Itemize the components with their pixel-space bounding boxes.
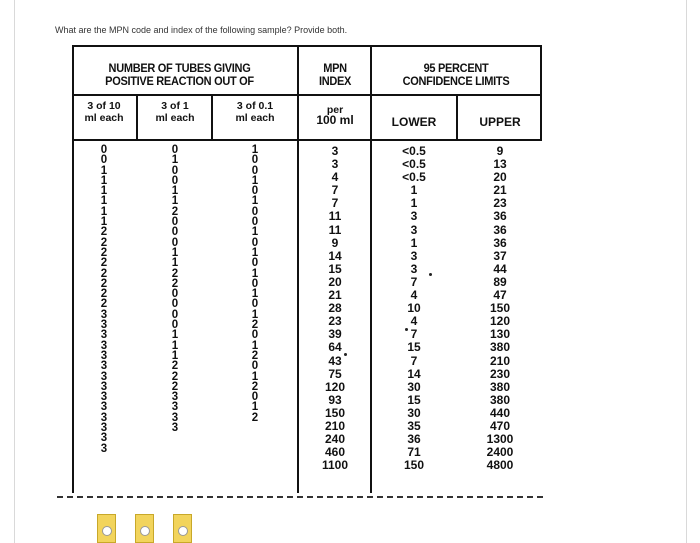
thumbnail-tab-1[interactable] bbox=[97, 514, 116, 543]
table-cell: 2 bbox=[171, 380, 179, 393]
table-cell: 1 bbox=[171, 195, 179, 208]
table-cell: 0 bbox=[251, 205, 259, 218]
table-cell: 3 bbox=[100, 380, 108, 393]
table-cell: 2 bbox=[100, 298, 108, 311]
table-cell: 2 bbox=[100, 267, 108, 280]
table-cell: 10 bbox=[407, 301, 421, 316]
table-cell: 39 bbox=[328, 327, 342, 342]
table-cell: 1 bbox=[171, 246, 179, 259]
question-text: What are the MPN code and index of the following sample? Provide both. bbox=[55, 25, 348, 35]
table-cell: 2 bbox=[251, 319, 259, 332]
table-cell: 2 bbox=[251, 380, 259, 393]
scan-speck bbox=[344, 353, 347, 356]
table-cell: 2 bbox=[100, 236, 108, 249]
table-cell: 210 bbox=[489, 353, 511, 368]
table-cell: 2 bbox=[100, 257, 108, 270]
table-cell: 0 bbox=[171, 216, 179, 229]
table-divider-mpn bbox=[297, 45, 299, 493]
table-cell: 1 bbox=[251, 370, 259, 383]
table-cell: 11 bbox=[328, 222, 342, 237]
table-cell: 1 bbox=[171, 339, 179, 352]
table-cell: 21 bbox=[328, 288, 342, 303]
table-cell: 0 bbox=[251, 277, 259, 290]
table-cell: 36 bbox=[493, 222, 507, 237]
table-cell: 7 bbox=[331, 196, 339, 211]
table-cell: 3 bbox=[100, 329, 108, 342]
column-upper-values bbox=[459, 145, 541, 472]
table-cell: 1300 bbox=[486, 432, 514, 447]
header-limits-line2: CONFIDENCE LIMITS bbox=[402, 75, 510, 89]
table-cell: 37 bbox=[493, 248, 507, 263]
table-cell: 0 bbox=[100, 144, 108, 156]
subheader-1ml-line1: 3 of 1 bbox=[161, 100, 189, 112]
table-cell: 23 bbox=[328, 314, 342, 329]
table-divider-lower bbox=[456, 96, 458, 140]
table-cell: 3 bbox=[100, 442, 108, 455]
table-cell: 3 bbox=[410, 222, 418, 237]
header-limits-line1: 95 PERCENT bbox=[423, 62, 489, 76]
table-cell: 230 bbox=[489, 366, 511, 381]
table-cell: 36 bbox=[407, 432, 421, 447]
table-cell: 120 bbox=[489, 314, 511, 329]
table-cell: 0 bbox=[251, 329, 259, 342]
header-mpn-line2: INDEX bbox=[318, 75, 352, 89]
table-cell: 1 bbox=[100, 195, 108, 208]
table-cell: 380 bbox=[489, 392, 511, 407]
table-cell: 7 bbox=[331, 183, 339, 198]
table-cell: 3 bbox=[171, 422, 179, 435]
table-cell: 460 bbox=[324, 445, 346, 460]
table-cell: 1 bbox=[251, 267, 259, 280]
table-cell: 470 bbox=[489, 418, 511, 433]
table-cell: <0.5 bbox=[402, 157, 426, 172]
table-cell: 3 bbox=[100, 432, 108, 445]
table-divider-1ml bbox=[211, 96, 213, 140]
table-cell: 380 bbox=[489, 340, 511, 355]
table-cell: 1 bbox=[100, 205, 108, 218]
table-header-rule bbox=[72, 94, 542, 96]
table-cell: 1 bbox=[410, 196, 418, 211]
table-cell: 1 bbox=[251, 195, 259, 208]
table-cell: 0 bbox=[171, 144, 179, 156]
table-cell: 150 bbox=[324, 405, 346, 420]
table-cell: 2 bbox=[100, 277, 108, 290]
table-cell: 1 bbox=[171, 185, 179, 198]
table-cell: 2 bbox=[251, 411, 259, 424]
table-cell: 71 bbox=[407, 445, 421, 460]
table-cell: 3 bbox=[171, 401, 179, 414]
table-cell: 1 bbox=[251, 226, 259, 239]
table-cell: 15 bbox=[328, 261, 342, 276]
table-cell: 3 bbox=[100, 370, 108, 383]
table-cell: 3 bbox=[410, 209, 418, 224]
table-cell: 1 bbox=[251, 401, 259, 414]
table-cell: 2 bbox=[171, 267, 179, 280]
table-cell: 1 bbox=[171, 154, 179, 167]
table-cell: 0 bbox=[171, 226, 179, 239]
table-cell: 36 bbox=[493, 209, 507, 224]
table-cell: 1 bbox=[251, 246, 259, 259]
table-cell: 0 bbox=[171, 174, 179, 187]
tab-knob-icon bbox=[102, 526, 112, 536]
table-cell: 3 bbox=[331, 144, 339, 158]
column-10ml-values bbox=[74, 145, 134, 454]
subheader-1ml-line2: ml each bbox=[155, 112, 195, 124]
table-cell: 1 bbox=[100, 164, 108, 177]
column-mpn-values bbox=[300, 145, 370, 472]
table-cell: 3 bbox=[100, 401, 108, 414]
table-cell: 3 bbox=[100, 308, 108, 321]
table-cell: 2400 bbox=[486, 445, 514, 460]
table-cell: 3 bbox=[100, 349, 108, 362]
table-cell: 23 bbox=[493, 196, 507, 211]
table-divider-10ml bbox=[136, 96, 138, 140]
table-cell: 9 bbox=[496, 144, 504, 158]
tab-knob-icon bbox=[140, 526, 150, 536]
table-cell: 7 bbox=[410, 327, 418, 342]
table-cell: 120 bbox=[324, 379, 346, 394]
table-cell: 36 bbox=[493, 235, 507, 250]
table-cell: <0.5 bbox=[402, 144, 426, 158]
header-tubes-line2: POSITIVE REACTION OUT OF bbox=[105, 75, 254, 89]
table-cell: 2 bbox=[251, 349, 259, 362]
subheader-per-line2: 100 ml bbox=[316, 113, 354, 127]
table-cell: 0 bbox=[171, 164, 179, 177]
table-cell: 4 bbox=[410, 288, 418, 303]
table-cell: 0 bbox=[171, 298, 179, 311]
subheader-lower: LOWER bbox=[391, 115, 437, 129]
table-cell: 30 bbox=[407, 379, 421, 394]
table-cell: 15 bbox=[407, 392, 421, 407]
subheader-01ml-line1: 3 of 0.1 bbox=[236, 100, 274, 112]
table-cell: 3 bbox=[100, 422, 108, 435]
table-cell: 0 bbox=[171, 319, 179, 332]
table-cell: 7 bbox=[410, 274, 418, 289]
subheader-10ml-line1: 3 of 10 bbox=[87, 100, 121, 112]
subheader-per-line1: per bbox=[326, 104, 344, 116]
table-cell: 3 bbox=[410, 248, 418, 263]
table-cell: 1100 bbox=[321, 458, 349, 473]
page-frame-left bbox=[14, 0, 15, 543]
table-cell: 1 bbox=[171, 329, 179, 342]
column-1ml-values bbox=[140, 145, 210, 433]
table-cell: 35 bbox=[407, 418, 421, 433]
table-cell: 1 bbox=[171, 257, 179, 270]
torn-edge-divider bbox=[57, 496, 543, 498]
thumbnail-tab-3[interactable] bbox=[173, 514, 192, 543]
table-cell: 0 bbox=[251, 154, 259, 167]
table-cell: 130 bbox=[489, 327, 511, 342]
table-cell: 440 bbox=[489, 405, 511, 420]
table-cell: 44 bbox=[493, 261, 507, 276]
table-cell: 3 bbox=[410, 261, 418, 276]
table-cell: 1 bbox=[251, 288, 259, 301]
table-cell: 14 bbox=[328, 248, 342, 263]
table-sub-rule bbox=[72, 139, 542, 141]
table-cell: 0 bbox=[251, 257, 259, 270]
table-cell: <0.5 bbox=[402, 170, 426, 185]
table-cell: 150 bbox=[403, 458, 425, 473]
table-cell: 4 bbox=[410, 314, 418, 329]
column-01ml-values bbox=[214, 145, 296, 423]
table-cell: 1 bbox=[251, 174, 259, 187]
table-cell: 64 bbox=[328, 340, 342, 355]
table-cell: 1 bbox=[100, 216, 108, 229]
table-cell: 380 bbox=[489, 379, 511, 394]
table-cell: 7 bbox=[410, 353, 418, 368]
table-cell: 0 bbox=[251, 185, 259, 198]
table-cell: 0 bbox=[171, 308, 179, 321]
table-cell: 0 bbox=[251, 298, 259, 311]
table-cell: 2 bbox=[100, 288, 108, 301]
column-lower-values bbox=[372, 145, 456, 472]
table-cell: 1 bbox=[410, 235, 418, 250]
table-cell: 93 bbox=[328, 392, 342, 407]
tab-knob-icon bbox=[178, 526, 188, 536]
table-cell: 2 bbox=[100, 226, 108, 239]
scan-speck bbox=[429, 273, 432, 276]
subheader-upper: UPPER bbox=[479, 115, 521, 129]
table-cell: 3 bbox=[100, 360, 108, 373]
table-cell: 1 bbox=[100, 185, 108, 198]
table-cell: 3 bbox=[331, 157, 339, 172]
header-tubes-line1: NUMBER OF TUBES GIVING bbox=[108, 62, 251, 76]
table-cell: 0 bbox=[251, 164, 259, 177]
table-cell: 1 bbox=[410, 183, 418, 198]
table-cell: 0 bbox=[100, 154, 108, 167]
mpn-table bbox=[72, 45, 542, 493]
table-cell: 20 bbox=[493, 170, 507, 185]
table-cell: 4 bbox=[331, 170, 339, 185]
page-frame-right bbox=[686, 0, 687, 543]
table-cell: 1 bbox=[251, 144, 259, 156]
table-cell: 2 bbox=[100, 246, 108, 259]
table-cell: 89 bbox=[493, 274, 507, 289]
table-cell: 3 bbox=[100, 411, 108, 424]
table-cell: 47 bbox=[493, 288, 507, 303]
table-cell: 43 bbox=[328, 353, 342, 368]
table-cell: 240 bbox=[324, 432, 346, 447]
subheader-01ml-line2: ml each bbox=[235, 112, 275, 124]
table-cell: 9 bbox=[331, 235, 339, 250]
table-cell: 75 bbox=[328, 366, 342, 381]
table-cell: 1 bbox=[251, 339, 259, 352]
table-cell: 28 bbox=[328, 301, 342, 316]
table-cell: 0 bbox=[171, 236, 179, 249]
table-cell: 2 bbox=[171, 370, 179, 383]
table-cell: 14 bbox=[407, 366, 421, 381]
table-cell: 0 bbox=[251, 391, 259, 404]
table-cell: 13 bbox=[493, 157, 507, 172]
table-cell: 2 bbox=[171, 277, 179, 290]
table-cell: 150 bbox=[489, 301, 511, 316]
thumbnail-tab-2[interactable] bbox=[135, 514, 154, 543]
table-cell: 0 bbox=[251, 236, 259, 249]
table-cell: 2 bbox=[171, 360, 179, 373]
table-cell: 3 bbox=[100, 391, 108, 404]
table-cell: 0 bbox=[251, 360, 259, 373]
table-cell: 0 bbox=[171, 288, 179, 301]
table-cell: 2 bbox=[171, 205, 179, 218]
table-cell: 0 bbox=[251, 216, 259, 229]
subheader-10ml-line2: ml each bbox=[84, 112, 124, 124]
table-cell: 21 bbox=[493, 183, 507, 198]
table-cell: 30 bbox=[407, 405, 421, 420]
table-cell: 1 bbox=[171, 349, 179, 362]
table-cell: 20 bbox=[328, 274, 342, 289]
table-cell: 3 bbox=[100, 319, 108, 332]
scan-speck bbox=[405, 328, 408, 331]
table-cell: 3 bbox=[171, 411, 179, 424]
table-cell: 3 bbox=[100, 339, 108, 352]
table-cell: 4800 bbox=[486, 458, 514, 473]
table-top-rule bbox=[72, 45, 542, 47]
table-cell: 11 bbox=[328, 209, 342, 224]
table-cell: 3 bbox=[171, 391, 179, 404]
table-cell: 210 bbox=[324, 418, 346, 433]
header-mpn-line1: MPN bbox=[323, 62, 347, 76]
table-cell: 1 bbox=[251, 308, 259, 321]
table-cell: 15 bbox=[407, 340, 421, 355]
table-cell: 1 bbox=[100, 174, 108, 187]
